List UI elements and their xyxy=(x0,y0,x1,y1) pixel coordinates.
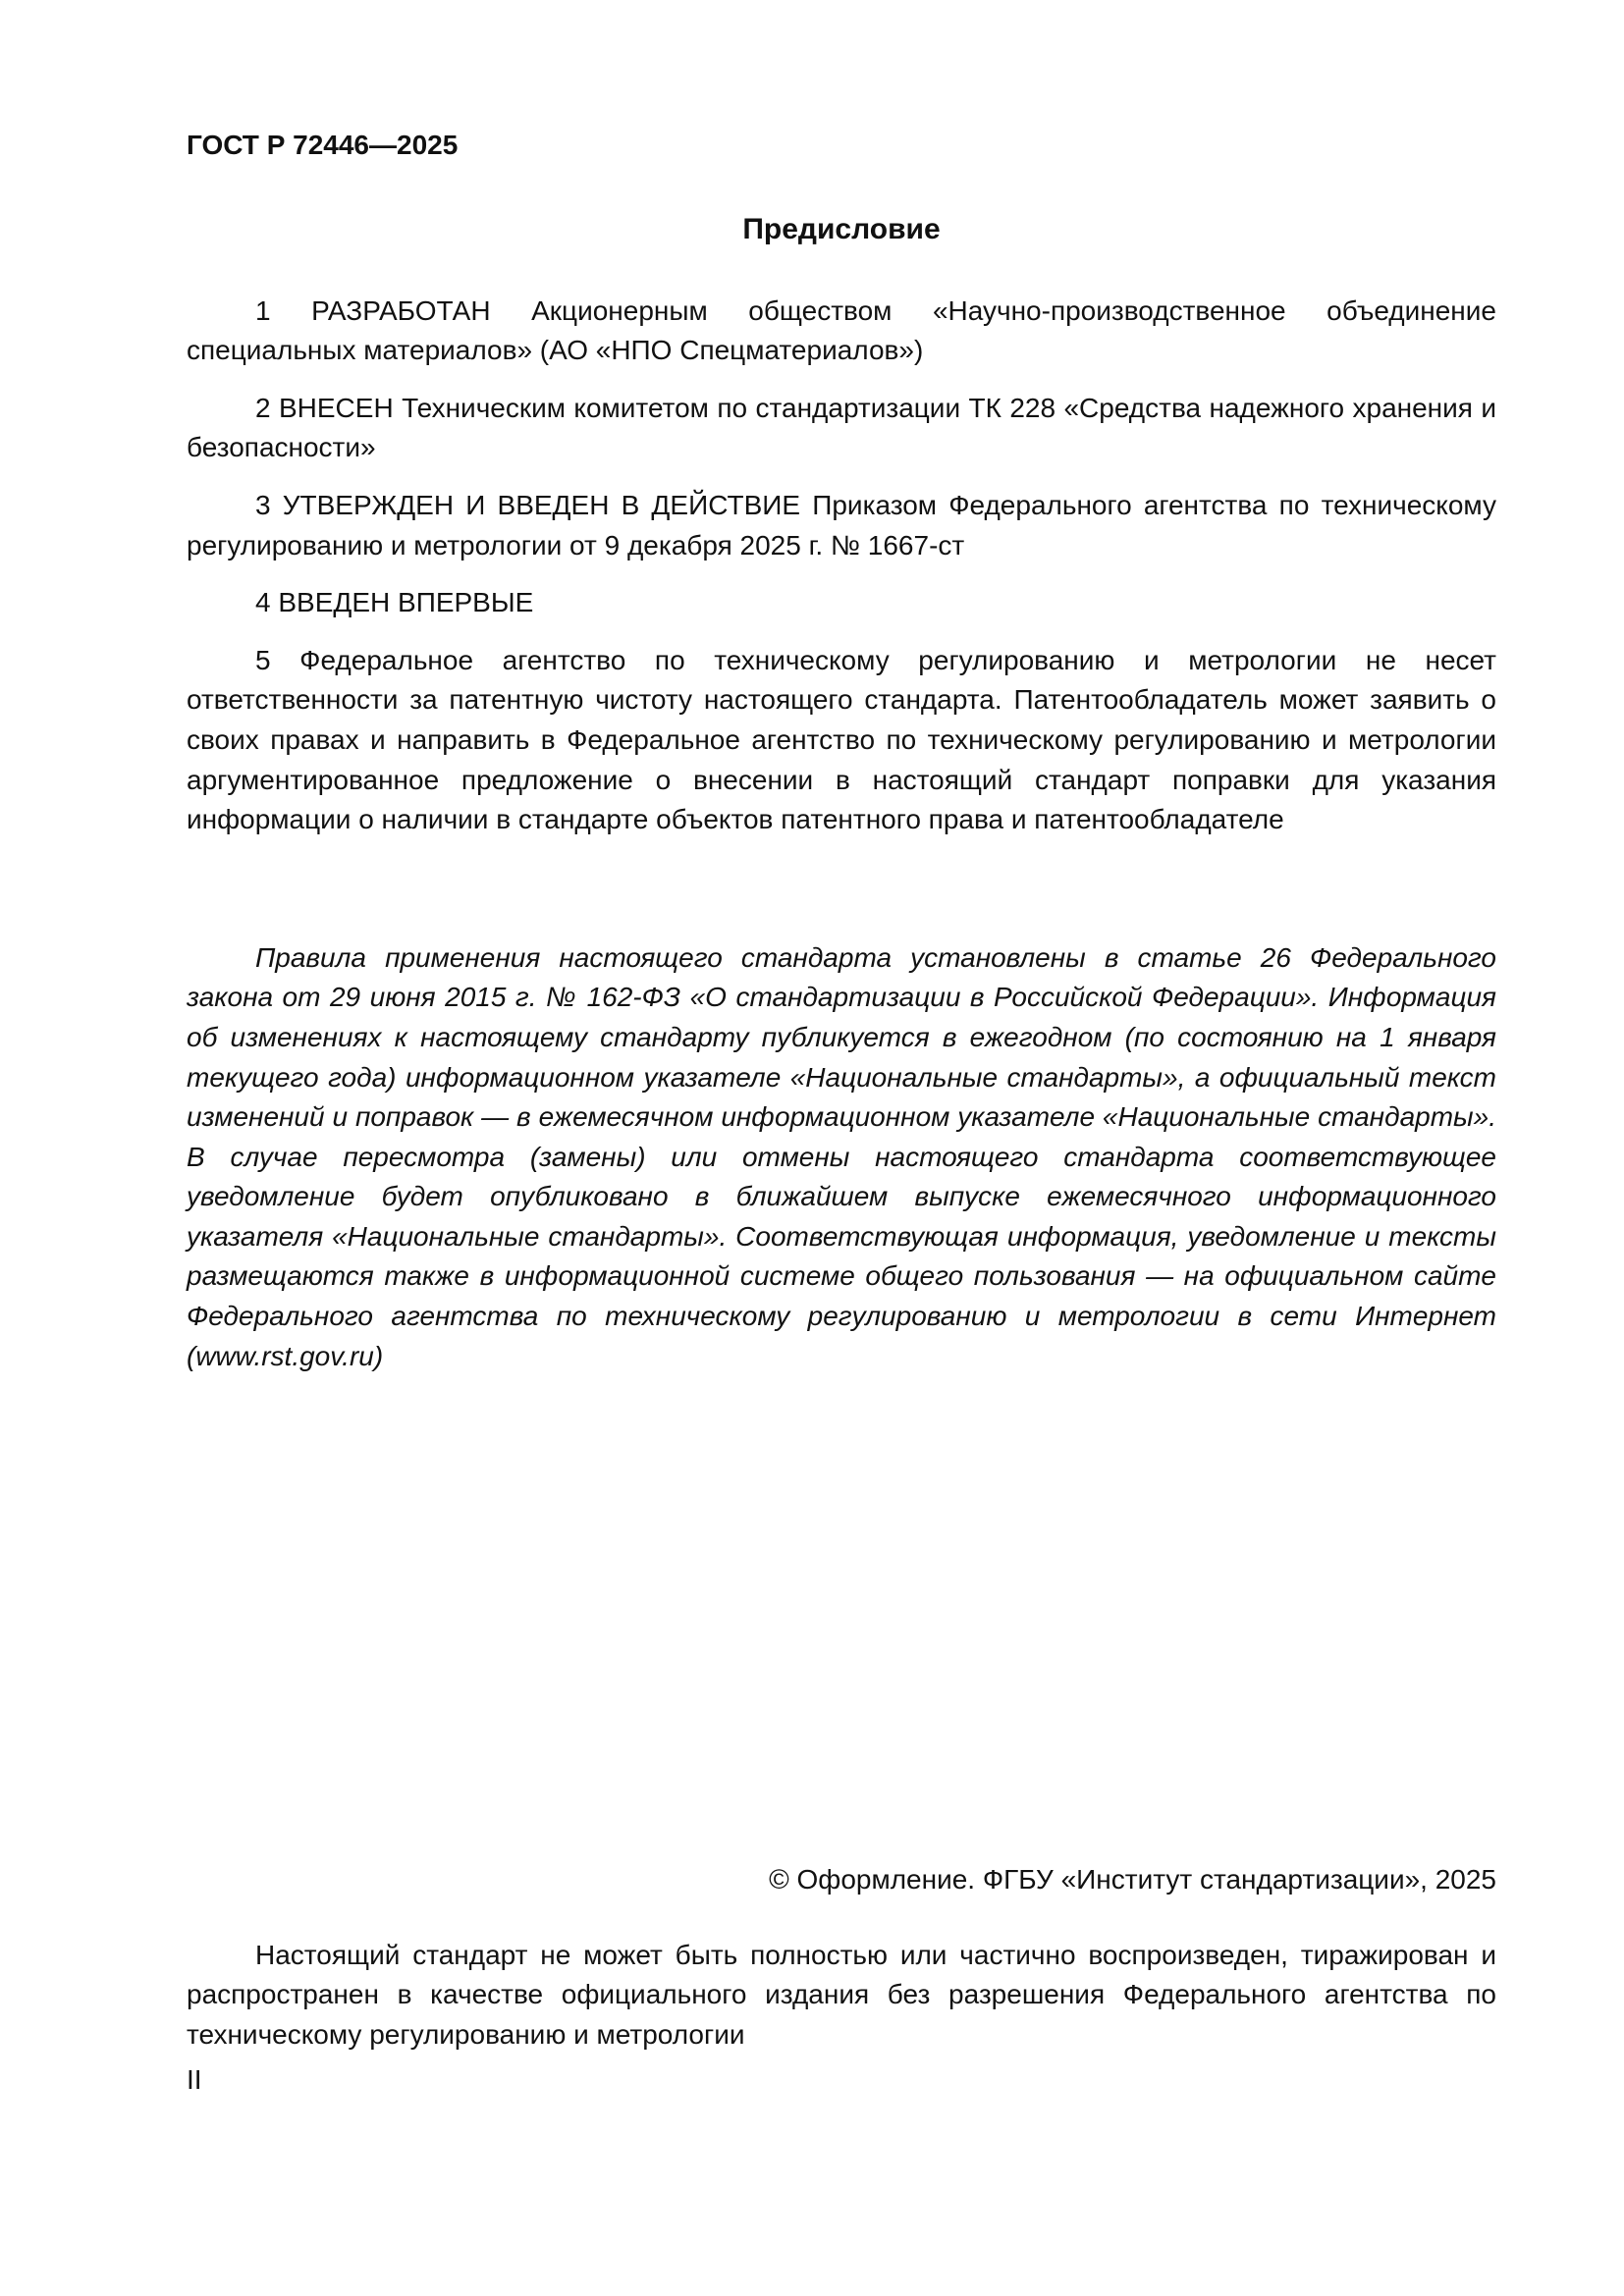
foreword-item-3: 3 УТВЕРЖДЕН И ВВЕДЕН В ДЕЙСТВИЕ Приказом Федерального агентства по техническому регулированию и метрологии от 9 декабря 2025 г. № 1667-ст xyxy=(187,489,1496,561)
page-number: II xyxy=(187,2064,202,2096)
foreword-item-2: 2 ВНЕСЕН Техническим комитетом по стандартизации ТК 228 «Средства надежного хранения и безопасности» xyxy=(187,392,1496,463)
application-rules-note xyxy=(187,938,1496,1377)
copyright-line: © Оформление. ФГБУ «Институт стандартизации», 2025 xyxy=(769,1864,1496,1895)
document-code: ГОСТ Р 72446—2025 xyxy=(187,130,459,160)
application-rules-text: Правила применения настоящего стандарта установлены в статье 26 Федерального закона от 29 июня 2015 г. № 162-ФЗ «О стандартизации в Российской Федерации». Информация об изменениях к настоящему стандарту публикуется в ежегодном (по состоянию на 1 января текущего года) информационном указателе «Национальные стандарты», а официальный текст изменений и поправок — в ежемесячном информационном указателе «Национальные стандарты». В случае пересмотра (замены) или отмены настоящего стандарта соответствующее уведомление будет опубликовано в ближайшем выпуске ежемесячного информационного указателя «Национальные стандарты». Соответствующая информация, уведомление и тексты размещаются также в информационной системе общего пользования — на официальном сайте Федерального агентства по техническому регулированию и метрологии в сети Интернет (www.rst.gov.ru) xyxy=(187,941,1496,1371)
foreword-item-1: 1 РАЗРАБОТАН Акционерным обществом «Научно-производственное объединение специальных материалов» (АО «НПО Спецматериалов») xyxy=(187,294,1496,366)
page-content xyxy=(187,126,1496,1376)
reproduction-restriction: Настоящий стандарт не может быть полностью или частично воспроизведен, тиражирован и распространен в качестве официального издания без разрешения Федерального агентства по техническому регулированию и метрологии xyxy=(187,1939,1496,2050)
page-title: Предисловие xyxy=(742,212,941,245)
page-footer xyxy=(187,1860,1496,2101)
foreword-item-5: 5 Федеральное агентство по техническому регулированию и метрологии не несет ответственности за патентную чистоту настоящего стандарта. Патентообладатель может заявить о своих правах и направить в Федеральное агентство по техническому регулированию и метрологии аргументированное предложение о внесении в настоящий стандарт поправки для указания информации о наличии в стандарте объектов патентного права и патентообладателе xyxy=(187,644,1496,835)
foreword-item-4: 4 ВВЕДЕН ВПЕРВЫЕ xyxy=(255,587,534,618)
